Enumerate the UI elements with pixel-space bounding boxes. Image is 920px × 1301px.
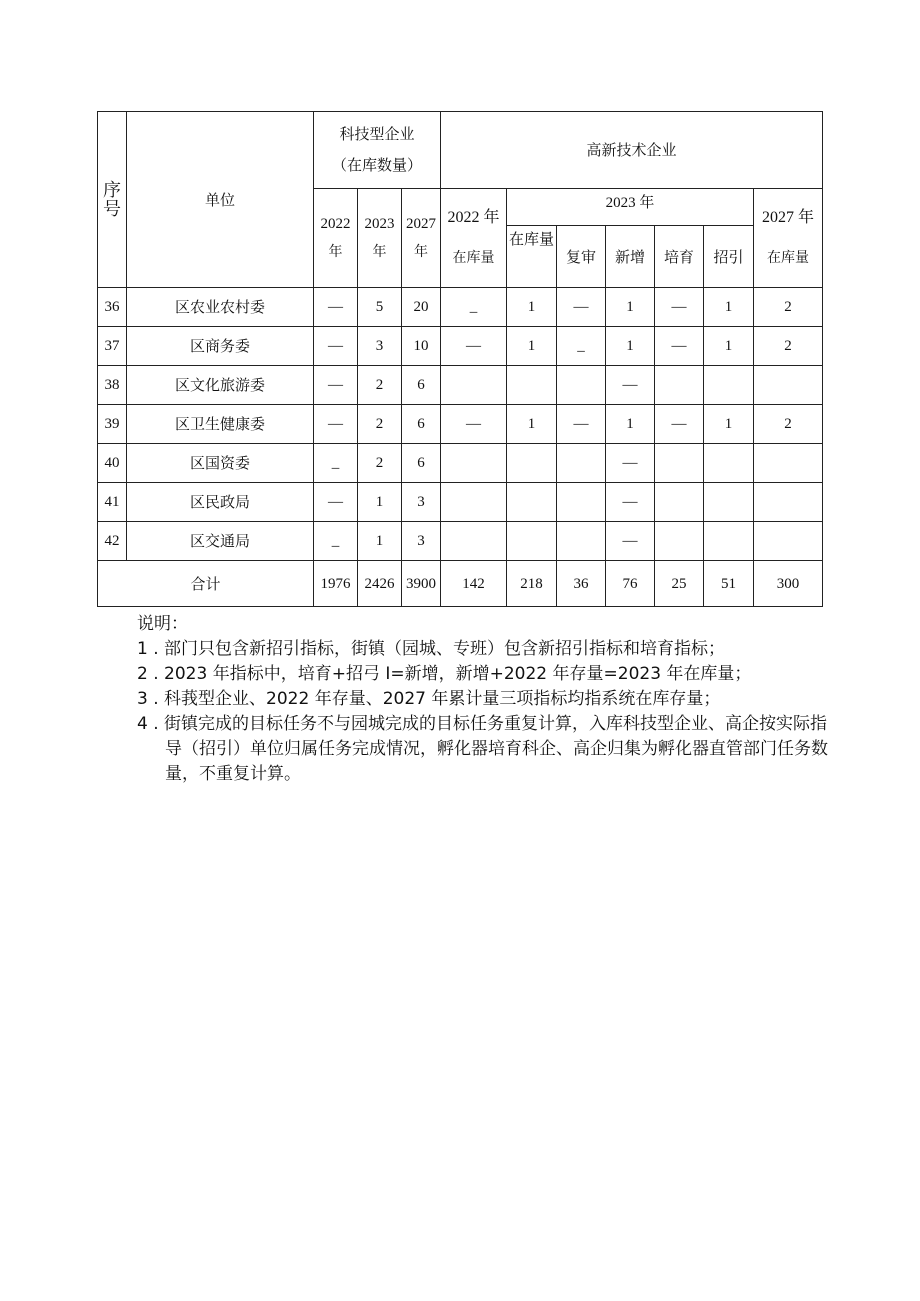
row-t22: _: [314, 522, 358, 561]
row-t23: 3: [358, 327, 402, 366]
row-h22: —: [441, 405, 507, 444]
row-t22: —: [314, 366, 358, 405]
row-t27: 20: [402, 288, 441, 327]
table-row: [98, 327, 823, 366]
header-ht-2023: 2023 年: [507, 189, 754, 226]
row-t23: 2: [358, 444, 402, 483]
table-row: [98, 366, 823, 405]
row-t22: _: [314, 444, 358, 483]
header-tech-group: 科技型企业 （在库数量）: [314, 112, 441, 189]
header-xinzeng: 新增: [606, 226, 655, 288]
row-unit: 区民政局: [127, 483, 314, 522]
row-zy: 1: [704, 405, 754, 444]
row-py: [655, 444, 704, 483]
note-item-4: 4 . 街镇完成的目标任务不与园城完成的目标任务重复计算，入库科技型企业、高企按实际指导（招引）单位归属任务完成情况，孵化器培育科企、高企归集为孵化器直管部门任务数量，不重复计算。: [137, 714, 828, 784]
table-row: [98, 288, 823, 327]
row-py: —: [655, 405, 704, 444]
header-unit: 单位: [127, 112, 314, 288]
row-t23: 2: [358, 405, 402, 444]
row-unit: 区文化旅游委: [127, 366, 314, 405]
total-row: [98, 561, 823, 607]
row-h22: [441, 444, 507, 483]
row-zk: [507, 366, 557, 405]
header-tech-2027: 2027 年: [402, 189, 441, 288]
row-zk: 1: [507, 405, 557, 444]
row-no: 37: [98, 327, 127, 366]
total-t22: 1976: [314, 561, 358, 607]
row-h27: [754, 483, 823, 522]
header-seq: 序号: [98, 112, 127, 288]
row-zk: 1: [507, 288, 557, 327]
row-h22: [441, 483, 507, 522]
note-item-2: 2 . 2023 年指标中，培育+招弓 I=新增，新增+2022 年存量=2023 年在库量；: [137, 664, 752, 684]
table-row: [98, 483, 823, 522]
row-unit: 区农业农村委: [127, 288, 314, 327]
row-t27: 3: [402, 483, 441, 522]
row-no: 42: [98, 522, 127, 561]
row-no: 40: [98, 444, 127, 483]
row-h22: [441, 366, 507, 405]
row-fs: [557, 483, 606, 522]
notes-section: [137, 612, 837, 787]
row-zy: [704, 366, 754, 405]
row-fs: —: [557, 288, 606, 327]
row-zy: 1: [704, 327, 754, 366]
total-zy: 51: [704, 561, 754, 607]
row-py: [655, 483, 704, 522]
row-no: 38: [98, 366, 127, 405]
total-py: 25: [655, 561, 704, 607]
row-h27: [754, 522, 823, 561]
header-tech-2022: 2022 年: [314, 189, 358, 288]
header-fushen: 复审: [557, 226, 606, 288]
row-xz: 1: [606, 327, 655, 366]
row-zy: [704, 522, 754, 561]
row-no: 36: [98, 288, 127, 327]
row-xz: 1: [606, 288, 655, 327]
note-item-3: 3 . 科莪型企业、2022 年存量、2027 年累计量三项指标均指系统在库存量；: [137, 689, 721, 709]
row-fs: [557, 444, 606, 483]
row-zk: 1: [507, 327, 557, 366]
row-t27: 6: [402, 444, 441, 483]
row-fs: —: [557, 405, 606, 444]
row-t22: —: [314, 483, 358, 522]
row-py: [655, 522, 704, 561]
total-h22: 142: [441, 561, 507, 607]
row-unit: 区国资委: [127, 444, 314, 483]
row-zy: [704, 444, 754, 483]
table-row: [98, 444, 823, 483]
row-unit: 区卫生健康委: [127, 405, 314, 444]
row-zk: [507, 444, 557, 483]
total-zk: 218: [507, 561, 557, 607]
row-h27: 2: [754, 288, 823, 327]
table-row: [98, 405, 823, 444]
row-py: —: [655, 288, 704, 327]
row-t23: 1: [358, 483, 402, 522]
row-fs: [557, 522, 606, 561]
total-t27: 3900: [402, 561, 441, 607]
indicator-table: [97, 111, 823, 607]
row-no: 39: [98, 405, 127, 444]
row-py: —: [655, 327, 704, 366]
row-t22: —: [314, 327, 358, 366]
header-hightech-group: 高新技术企业: [441, 112, 823, 189]
row-h22: [441, 522, 507, 561]
row-xz: —: [606, 483, 655, 522]
header-tech-2023: 2023 年: [358, 189, 402, 288]
row-zy: [704, 483, 754, 522]
row-h22: _: [441, 288, 507, 327]
row-h27: 2: [754, 327, 823, 366]
row-t22: —: [314, 405, 358, 444]
row-t22: —: [314, 288, 358, 327]
row-fs: [557, 366, 606, 405]
note-item-1: 1 . 部门只包含新招引指标，街镇（园城、专班）包含新招引指标和培育指标；: [137, 639, 726, 659]
row-t23: 2: [358, 366, 402, 405]
header-zaikuliang: 在库量: [507, 226, 557, 288]
header-ht-2027: 2027 年 在库量: [754, 189, 823, 288]
row-t27: 6: [402, 366, 441, 405]
row-fs: _: [557, 327, 606, 366]
row-t23: 5: [358, 288, 402, 327]
row-t27: 6: [402, 405, 441, 444]
header-peiyu: 培育: [655, 226, 704, 288]
row-zy: 1: [704, 288, 754, 327]
row-t23: 1: [358, 522, 402, 561]
total-label: 合计: [98, 561, 314, 607]
header-zhaoyin: 招引: [704, 226, 754, 288]
total-fs: 36: [557, 561, 606, 607]
row-xz: —: [606, 444, 655, 483]
row-py: [655, 366, 704, 405]
row-xz: —: [606, 366, 655, 405]
row-zk: [507, 483, 557, 522]
row-h27: [754, 366, 823, 405]
row-unit: 区交通局: [127, 522, 314, 561]
row-no: 41: [98, 483, 127, 522]
row-h27: [754, 444, 823, 483]
total-t23: 2426: [358, 561, 402, 607]
row-zk: [507, 522, 557, 561]
row-t27: 3: [402, 522, 441, 561]
row-xz: —: [606, 522, 655, 561]
header-ht-2022: 2022 年 在库量: [441, 189, 507, 288]
total-xz: 76: [606, 561, 655, 607]
row-xz: 1: [606, 405, 655, 444]
notes-title: 说明：: [137, 614, 188, 634]
row-h27: 2: [754, 405, 823, 444]
row-h22: —: [441, 327, 507, 366]
table-row: [98, 522, 823, 561]
row-unit: 区商务委: [127, 327, 314, 366]
total-h27: 300: [754, 561, 823, 607]
row-t27: 10: [402, 327, 441, 366]
